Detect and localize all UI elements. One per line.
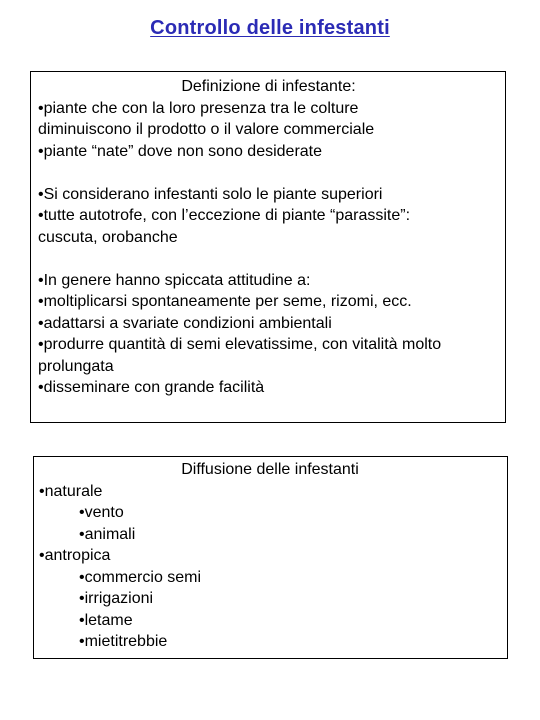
definition-text-line: cuscuta, orobanche xyxy=(38,228,178,246)
diffusion-category: •antropica xyxy=(39,547,111,564)
definition-text-line: •In genere hanno spiccata attitudine a: xyxy=(38,271,311,289)
diffusion-subitem: •vento xyxy=(79,504,124,521)
page-title: Controllo delle infestanti xyxy=(150,17,390,39)
definition-text-line: •Si considerano infestanti solo le piante superiori xyxy=(38,185,383,203)
diffusion-subitem: •animali xyxy=(79,525,136,543)
definition-heading: Definizione di infestante: xyxy=(181,78,356,95)
diffusion-subitem: •mietitrebbie xyxy=(79,633,168,650)
paragraph-gap xyxy=(38,162,499,184)
diffusion-subitem: •irrigazioni xyxy=(79,590,154,607)
definition-text-line: diminuiscono il prodotto o il valore commerciale xyxy=(38,121,375,138)
diffusion-subitem: •commercio semi xyxy=(79,568,202,586)
diffusion-heading: Diffusione delle infestanti xyxy=(181,461,359,478)
definition-text-line: •piante “nate” dove non sono desiderate xyxy=(38,142,323,160)
diffusion-category: •naturale xyxy=(39,482,103,500)
definition-box xyxy=(30,71,506,423)
definition-text-line: •produrre quantità di semi elevatissime, con vitalità molto xyxy=(38,336,442,353)
definition-text-line: •disseminare con grande facilità xyxy=(38,379,265,396)
definition-text-line: •adattarsi a svariate condizioni ambientali xyxy=(38,314,332,332)
diffusion-box xyxy=(33,456,508,659)
definition-text-line: •piante che con la loro presenza tra le colture xyxy=(38,99,359,117)
definition-text-line: •tutte autotrofe, con l’eccezione di piante “parassite”: xyxy=(38,207,411,224)
paragraph-gap xyxy=(38,248,499,270)
diffusion-subitem: •letame xyxy=(79,611,133,629)
definition-text-line: prolungata xyxy=(38,357,114,375)
definition-text-line: •moltiplicarsi spontaneamente per seme, rizomi, ecc. xyxy=(38,293,412,310)
